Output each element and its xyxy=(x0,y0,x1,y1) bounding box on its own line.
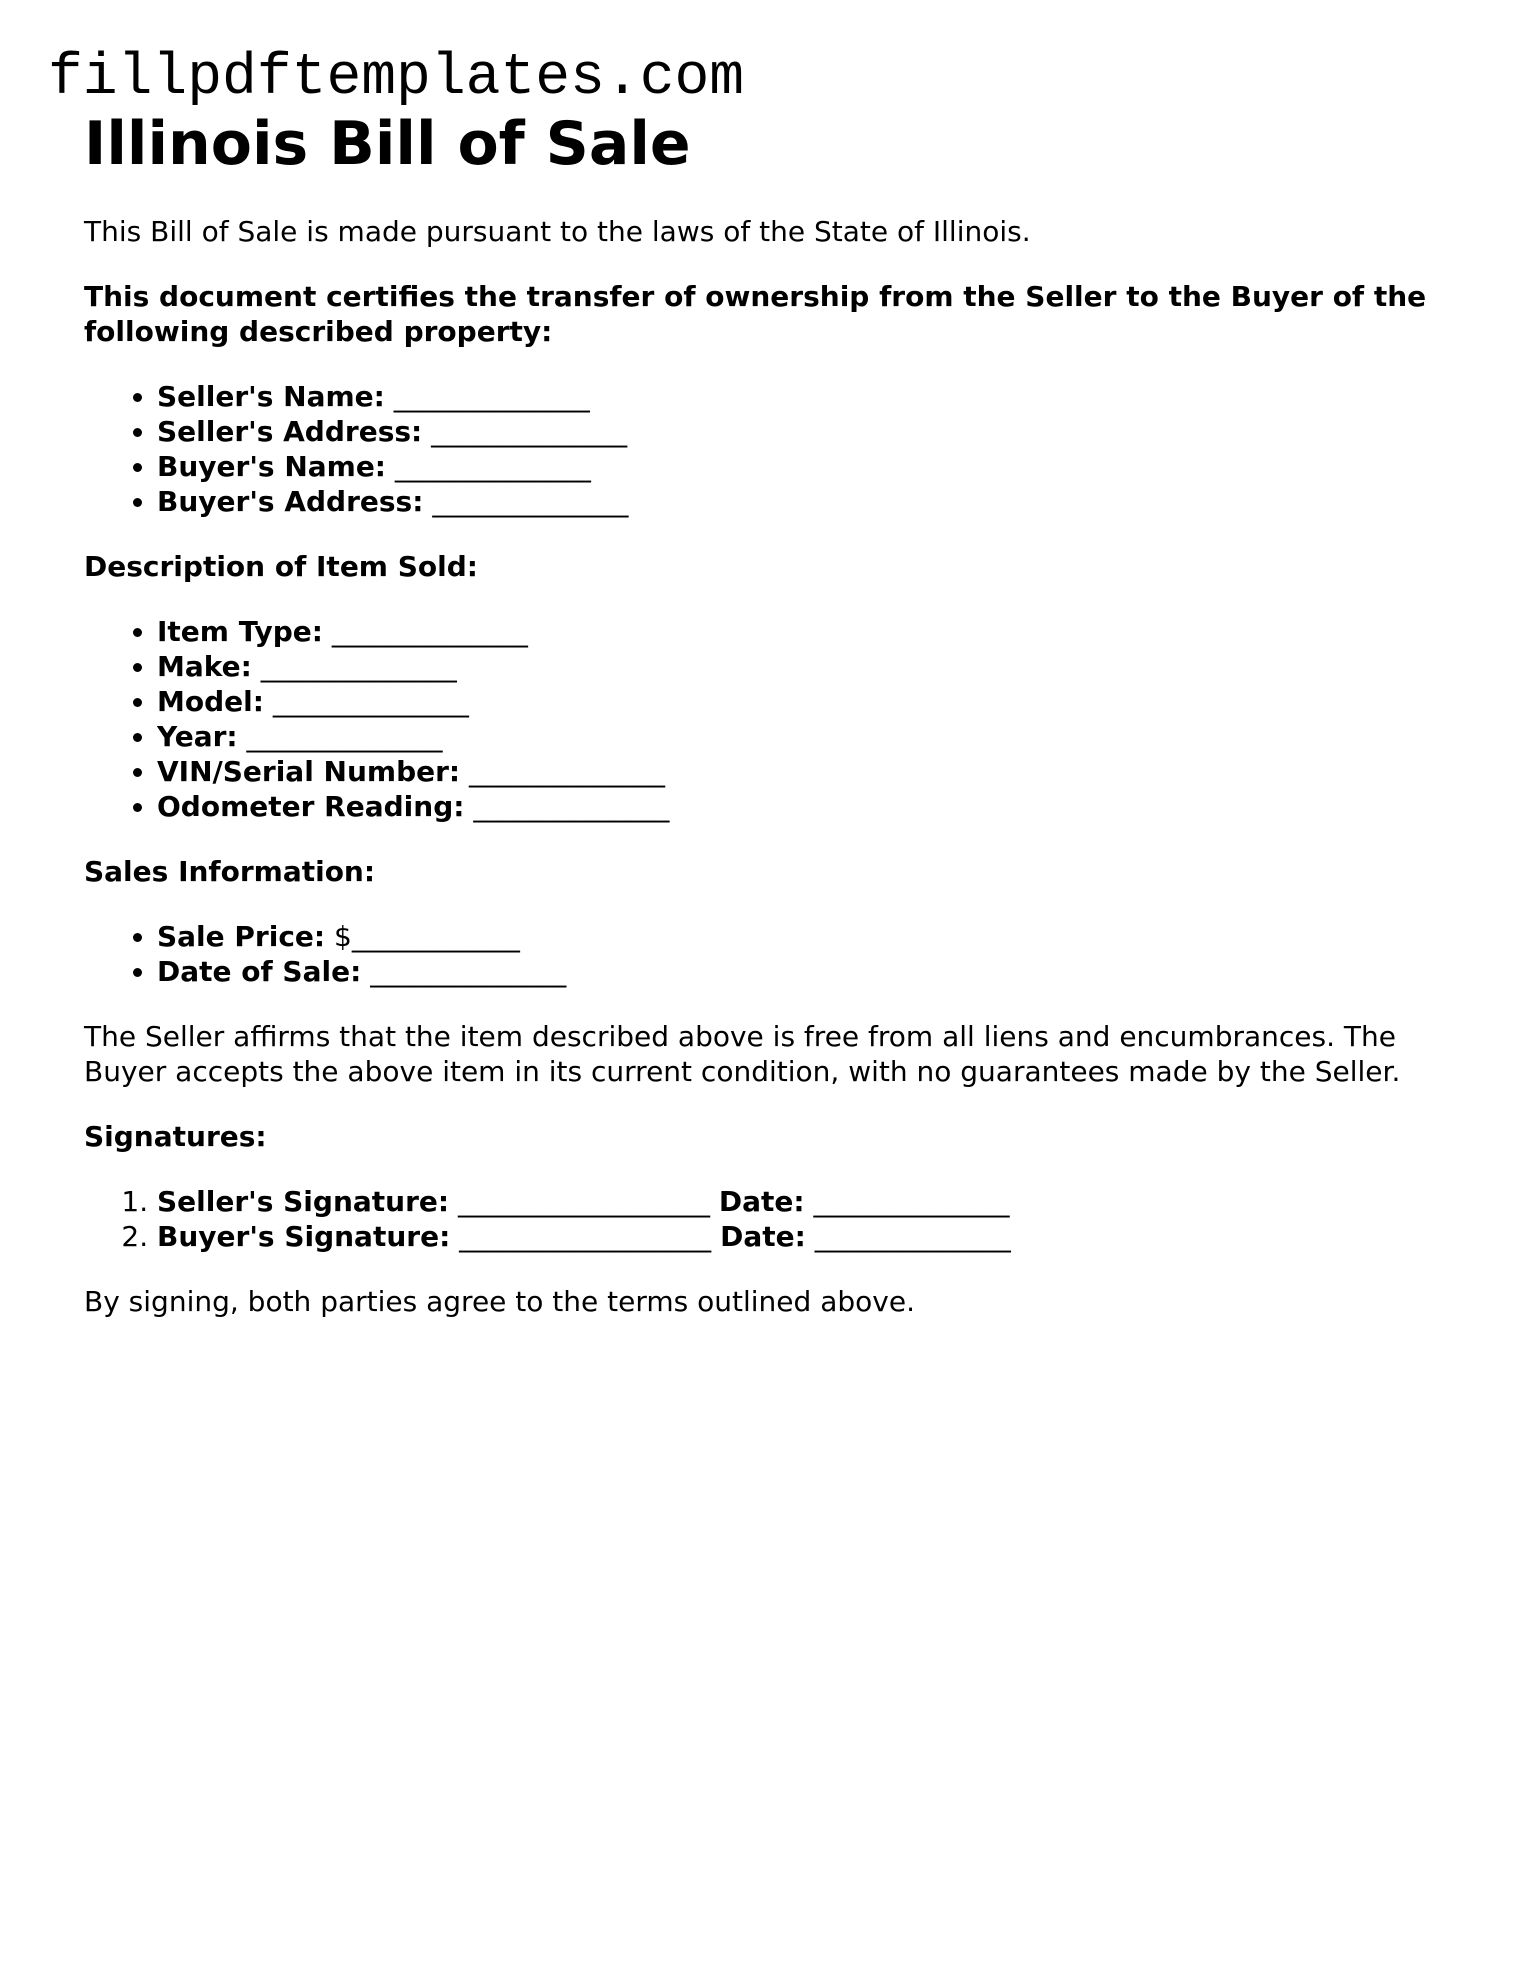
blank-line[interactable]: ______________ xyxy=(272,685,469,718)
blank-line[interactable]: $____________ xyxy=(334,920,520,953)
field-label: Seller's Address: xyxy=(157,415,423,448)
list-item xyxy=(157,449,1444,484)
field-label: Buyer's Name: xyxy=(157,450,387,483)
closing-paragraph: By signing, both parties agree to the terms outlined above. xyxy=(84,1285,915,1318)
blank-line[interactable]: ______________ xyxy=(370,955,567,988)
list-item xyxy=(157,754,1444,789)
signatures-list xyxy=(84,1184,1444,1254)
field-label: Item Type: xyxy=(157,615,323,648)
parties-list xyxy=(84,379,1444,519)
affirmation-paragraph: The Seller affirms that the item described above is free from all liens and encumbrances. The Buyer accepts the above item in its current condition, with no guarantees made by the Seller. xyxy=(84,1020,1401,1088)
intro-paragraph: This Bill of Sale is made pursuant to the laws of the State of Illinois. xyxy=(84,215,1031,248)
list-item xyxy=(157,954,1444,989)
field-label: Date of Sale: xyxy=(157,955,362,988)
blank-line[interactable]: ______________ xyxy=(473,790,670,823)
date-label: Date: xyxy=(720,1220,806,1253)
list-item xyxy=(157,614,1444,649)
blank-line[interactable]: ______________ xyxy=(394,450,591,483)
list-item xyxy=(157,414,1444,449)
blank-line[interactable]: ______________ xyxy=(246,720,443,753)
list-item xyxy=(157,1219,1444,1254)
list-item xyxy=(157,684,1444,719)
blank-line[interactable]: ______________ xyxy=(813,1185,1010,1218)
field-label: Make: xyxy=(157,650,252,683)
blank-line[interactable]: __________________ xyxy=(458,1185,710,1218)
list-item xyxy=(157,719,1444,754)
certification-paragraph: This document certifies the transfer of ownership from the Seller to the Buyer of the following described property: xyxy=(84,280,1427,348)
list-item xyxy=(157,649,1444,684)
blank-line[interactable]: __________________ xyxy=(459,1220,712,1253)
field-label: Year: xyxy=(157,720,238,753)
field-label: VIN/Serial Number: xyxy=(157,755,461,788)
blank-line[interactable]: ______________ xyxy=(260,650,457,683)
blank-line[interactable]: ______________ xyxy=(432,485,629,518)
list-item xyxy=(157,379,1444,414)
blank-line[interactable]: ______________ xyxy=(814,1220,1011,1253)
field-label: Sale Price: xyxy=(157,920,326,953)
field-label: Odometer Reading: xyxy=(157,790,465,823)
field-label: Model: xyxy=(157,685,264,718)
signatures-heading: Signatures: xyxy=(84,1120,267,1153)
blank-line[interactable]: ______________ xyxy=(331,615,528,648)
sales-list xyxy=(84,919,1444,989)
field-label: Seller's Name: xyxy=(157,380,385,413)
document-title: Illinois Bill of Sale xyxy=(84,109,691,179)
blank-line[interactable]: ______________ xyxy=(469,755,666,788)
list-item xyxy=(157,919,1444,954)
blank-line[interactable]: ______________ xyxy=(431,415,628,448)
blank-line[interactable]: ______________ xyxy=(393,380,590,413)
list-item xyxy=(157,1184,1444,1219)
field-label: Buyer's Signature: xyxy=(157,1220,451,1253)
list-item xyxy=(157,789,1444,824)
item-list xyxy=(84,614,1444,824)
watermark: fillpdftemplates.com xyxy=(48,46,745,111)
item-description-heading: Description of Item Sold: xyxy=(84,550,478,583)
document-page xyxy=(84,108,1444,1319)
list-item xyxy=(157,484,1444,519)
field-label: Seller's Signature: xyxy=(157,1185,450,1218)
sales-information-heading: Sales Information: xyxy=(84,855,376,888)
field-label: Buyer's Address: xyxy=(157,485,424,518)
date-label: Date: xyxy=(718,1185,805,1218)
